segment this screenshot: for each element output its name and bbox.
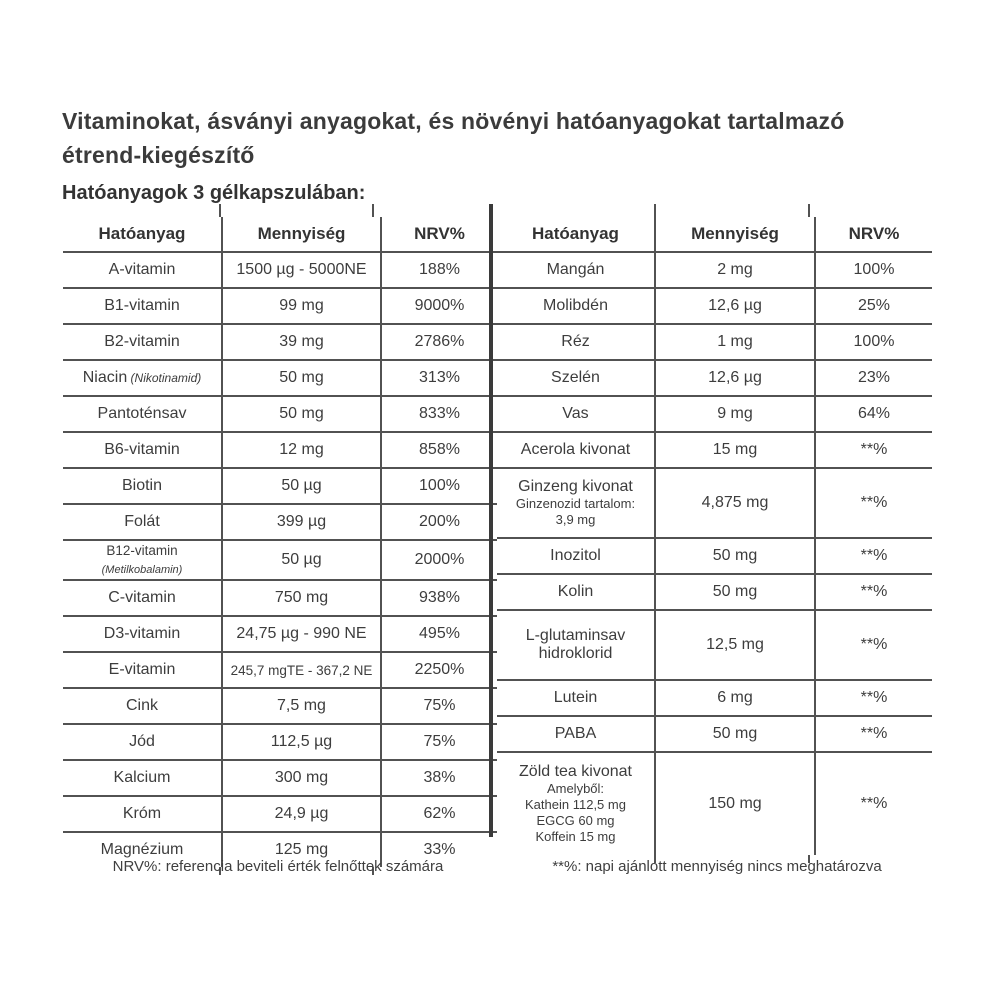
ingredient-nrv: **% (815, 610, 932, 680)
ingredient-name-note: (Metilkobalamin) (101, 564, 183, 576)
ingredient-nrv: 9000% (381, 288, 497, 324)
ingredient-name (497, 324, 655, 360)
ingredient-name (497, 432, 655, 468)
ingredient-subline: Amelyből: (546, 781, 605, 796)
ingredient-name-text: C-vitamin (108, 589, 176, 606)
ingredient-name (63, 468, 222, 504)
ingredient-name (63, 724, 222, 760)
ingredient-name-note: (Nikotinamid) (127, 371, 202, 385)
ingredient-name (63, 252, 222, 288)
ingredients-table-right-wrap (497, 217, 932, 855)
ingredient-row (63, 504, 497, 540)
ingredient-row (497, 538, 932, 574)
ingredient-nrv: 938% (381, 580, 497, 616)
ingredient-name-text: Zöld tea kivonat (519, 763, 632, 780)
ingredient-nrv: 100% (815, 252, 932, 288)
ingredient-nrv: 75% (381, 688, 497, 724)
ingredient-nrv: 200% (381, 504, 497, 540)
ingredient-row (63, 324, 497, 360)
ingredients-table-left-wrap (63, 217, 497, 867)
ingredient-quantity: 1 mg (655, 324, 815, 360)
ingredient-row (63, 396, 497, 432)
ingredient-quantity: 1500 µg - 5000NE (222, 252, 381, 288)
ingredient-quantity: 7,5 mg (222, 688, 381, 724)
ingredient-row (63, 652, 497, 688)
ingredient-nrv: 2786% (381, 324, 497, 360)
ingredient-row (497, 252, 932, 288)
ingredient-name (63, 760, 222, 796)
ingredient-quantity: 50 mg (222, 360, 381, 396)
ingredient-row (497, 574, 932, 610)
ingredient-name (497, 680, 655, 716)
ingredient-name (63, 652, 222, 688)
ingredient-name (63, 396, 222, 432)
ingredient-nrv: **% (815, 574, 932, 610)
ingredient-name (497, 396, 655, 432)
column-header: Mennyiség (655, 217, 815, 252)
ingredient-name-text: Szelén (551, 369, 600, 386)
ingredient-name (497, 716, 655, 752)
ingredients-table-right (497, 217, 932, 855)
ingredient-nrv: 858% (381, 432, 497, 468)
ingredient-nrv: 75% (381, 724, 497, 760)
ingredient-quantity: 150 mg (655, 752, 815, 855)
ingredient-nrv: **% (815, 716, 932, 752)
ingredient-row (63, 252, 497, 288)
ingredient-row (497, 716, 932, 752)
ingredient-row (63, 616, 497, 652)
ingredient-row (497, 752, 932, 855)
page-subtitle: Hatóanyagok 3 gélkapszulában: (62, 182, 366, 204)
ingredient-subline: Ginzenozid tartalom: (515, 496, 636, 511)
ingredient-name-text: Biotin (121, 477, 163, 494)
ingredient-row (497, 610, 932, 680)
ingredient-quantity: 750 mg (222, 580, 381, 616)
ingredient-quantity: 112,5 µg (222, 724, 381, 760)
ingredient-quantity: 12,5 mg (655, 610, 815, 680)
ingredient-quantity: 50 µg (222, 540, 381, 580)
ingredient-row (497, 468, 932, 538)
ingredient-quantity: 2 mg (655, 252, 815, 288)
column-header: Hatóanyag (497, 217, 655, 252)
ingredient-quantity: 245,7 mgTE - 367,2 NE (222, 652, 381, 688)
ingredient-name-text: Acerola kivonat (520, 441, 631, 458)
ingredient-name (497, 610, 655, 680)
ingredient-nrv: 188% (381, 252, 497, 288)
ingredient-name (63, 360, 222, 396)
header-row (497, 217, 932, 252)
ingredient-row (63, 760, 497, 796)
ingredient-quantity: 50 mg (655, 574, 815, 610)
ingredient-name-text: B12-vitamin (106, 543, 178, 558)
column-header: Hatóanyag (63, 217, 222, 252)
ingredient-quantity: 24,75 µg - 990 NE (222, 616, 381, 652)
ingredient-name-text: Folát (124, 513, 160, 530)
column-header: NRV% (381, 217, 497, 252)
ingredient-nrv: 64% (815, 396, 932, 432)
ingredient-quantity: 12,6 µg (655, 360, 815, 396)
ingredient-quantity: 9 mg (655, 396, 815, 432)
ingredient-name (497, 288, 655, 324)
ingredient-nrv: 495% (381, 616, 497, 652)
ingredient-name (497, 468, 655, 538)
ingredient-nrv: 23% (815, 360, 932, 396)
ingredient-name (63, 288, 222, 324)
footnote-nrv: NRV%: referencia beviteli érték felnőttek számára (112, 858, 444, 875)
ingredient-subline: EGCG 60 mg (536, 813, 615, 828)
ingredient-name-text: E-vitamin (108, 661, 176, 678)
ingredient-name-text: Magnézium (100, 841, 184, 858)
ingredient-name-text: Kolin (557, 583, 594, 600)
ingredient-row (497, 680, 932, 716)
ingredient-nrv: **% (815, 538, 932, 574)
ingredient-name (497, 538, 655, 574)
ingredient-nrv: 25% (815, 288, 932, 324)
ingredient-name-text: Mangán (546, 261, 605, 278)
ingredient-nrv: **% (815, 432, 932, 468)
gridline-tick (219, 204, 221, 217)
ingredient-quantity: 12,6 µg (655, 288, 815, 324)
ingredient-quantity: 125 mg (222, 832, 381, 867)
ingredient-quantity: 24,9 µg (222, 796, 381, 832)
gridline-tick (654, 204, 656, 217)
ingredient-name (63, 580, 222, 616)
ingredient-name (63, 504, 222, 540)
ingredient-row (63, 360, 497, 396)
ingredient-subline: 3,9 mg (555, 512, 596, 527)
ingredient-nrv: 313% (381, 360, 497, 396)
gridline-tick (808, 204, 810, 217)
ingredient-quantity: 15 mg (655, 432, 815, 468)
ingredient-row (63, 724, 497, 760)
ingredient-quantity: 4,875 mg (655, 468, 815, 538)
ingredient-nrv: 100% (815, 324, 932, 360)
ingredient-nrv: 833% (381, 396, 497, 432)
ingredient-name-text: D3-vitamin (103, 625, 181, 642)
footnote-asterisk: **%: napi ajánlott mennyiség nincs meghatározva (552, 858, 882, 875)
ingredient-row (63, 580, 497, 616)
ingredient-name-text: Lutein (553, 689, 598, 706)
ingredient-name-text: Molibdén (543, 297, 608, 314)
ingredient-quantity: 50 mg (655, 716, 815, 752)
ingredient-row (497, 360, 932, 396)
ingredient-quantity: 50 µg (222, 468, 381, 504)
ingredient-quantity: 12 mg (222, 432, 381, 468)
header-row (63, 217, 497, 252)
ingredient-name-text: Réz (561, 333, 590, 350)
ingredient-subline: Koffein 15 mg (535, 829, 616, 844)
ingredient-row (497, 432, 932, 468)
ingredient-quantity: 50 mg (655, 538, 815, 574)
ingredient-nrv: **% (815, 680, 932, 716)
ingredient-name (63, 432, 222, 468)
ingredient-name-text: Króm (122, 805, 162, 822)
ingredient-name (497, 360, 655, 396)
ingredients-table-left (63, 217, 497, 867)
ingredient-name-text: Inozitol (550, 547, 601, 564)
ingredient-name-text: L-glutaminsav hidroklorid (525, 627, 626, 662)
ingredient-row (497, 288, 932, 324)
ingredient-subline: Kathein 112,5 mg (525, 797, 626, 812)
table-divider-line (489, 204, 493, 837)
gridline-tick (372, 204, 374, 217)
ingredient-name (63, 688, 222, 724)
ingredient-row (63, 688, 497, 724)
ingredient-name-text: B2-vitamin (104, 333, 180, 350)
ingredient-nrv: 100% (381, 468, 497, 504)
ingredient-row (497, 396, 932, 432)
ingredient-name-text: B1-vitamin (104, 297, 180, 314)
ingredient-name (63, 796, 222, 832)
ingredient-name-text: B6-vitamin (104, 441, 180, 458)
ingredient-quantity: 39 mg (222, 324, 381, 360)
ingredient-name (63, 324, 222, 360)
ingredient-nrv: **% (860, 795, 888, 812)
ingredient-name (497, 752, 655, 855)
column-header: Mennyiség (222, 217, 381, 252)
ingredient-row (63, 432, 497, 468)
ingredient-quantity: 399 µg (222, 504, 381, 540)
ingredient-quantity: 300 mg (222, 760, 381, 796)
ingredient-row (497, 324, 932, 360)
ingredient-quantity: 99 mg (222, 288, 381, 324)
page-title: Vitaminokat, ásványi anyagokat, és növényi hatóanyagokat tartalmazó étrend-kiegészítő (62, 108, 845, 168)
ingredient-name (63, 540, 222, 580)
ingredient-nrv: 38% (381, 760, 497, 796)
ingredient-name-text: Niacin (82, 369, 128, 386)
ingredient-row (63, 540, 497, 580)
ingredient-name-text: A-vitamin (108, 261, 176, 278)
ingredient-name-text: Ginzeng kivonat (518, 478, 633, 495)
ingredient-row (63, 468, 497, 504)
ingredient-name (63, 616, 222, 652)
ingredient-row (63, 796, 497, 832)
ingredient-nrv: 62% (381, 796, 497, 832)
ingredient-nrv: 33% (423, 841, 456, 858)
ingredient-name-text: Kalcium (113, 769, 171, 786)
ingredient-name-text: Cink (125, 697, 158, 714)
ingredient-name-text: Jód (129, 733, 155, 750)
ingredient-quantity: 6 mg (655, 680, 815, 716)
ingredient-tables (63, 217, 932, 867)
ingredient-name-text: PABA (554, 725, 597, 742)
ingredient-nrv: **% (815, 468, 932, 538)
ingredient-quantity: 50 mg (222, 396, 381, 432)
ingredient-row (63, 288, 497, 324)
ingredient-name (497, 574, 655, 610)
column-header: NRV% (815, 217, 932, 252)
ingredient-name (497, 252, 655, 288)
ingredient-nrv: 2000% (381, 540, 497, 580)
ingredient-name-text: Pantoténsav (97, 405, 187, 422)
ingredient-name-text: Vas (562, 405, 589, 422)
ingredient-nrv: 2250% (381, 652, 497, 688)
